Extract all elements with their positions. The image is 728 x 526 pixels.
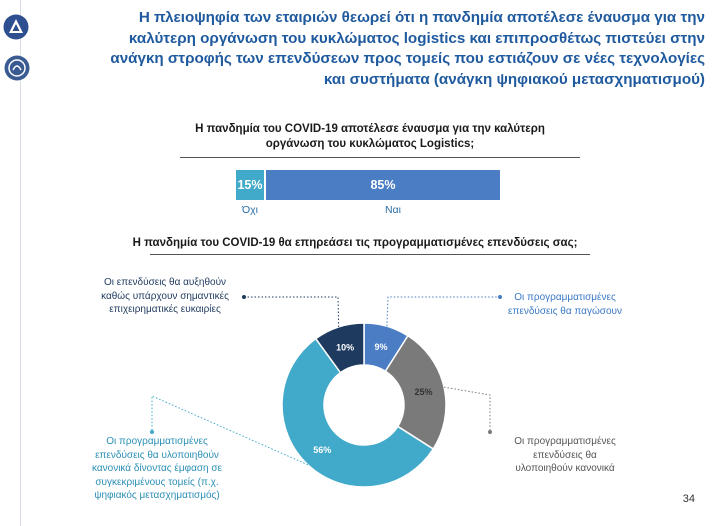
leader-line-normal (444, 387, 490, 432)
slice-label-normal-line2: επενδύσεις θα (533, 449, 597, 461)
donut-value-label-freeze: 9% (374, 341, 388, 352)
slice-label-increase (70, 276, 260, 317)
bar-no-category-label: Όχι (242, 204, 258, 216)
slice-label-freeze-line2: επενδύσεις θα παγώσουν (508, 305, 622, 317)
slice-label-emphasis-line4: συγκεκριμένους τομείς (π.χ. (95, 476, 219, 488)
bar-chart-title-line2: οργάνωση του κυκλώματος Logistics; (265, 138, 475, 150)
slice-label-emphasis (72, 435, 242, 503)
bar-no-value-label: 15% (237, 178, 263, 192)
donut-chart-title: Η πανδημία του COVID-19 θα επηρεάσει τις προγραμματισμένες επενδύσεις σας; (132, 237, 578, 249)
slice-label-freeze (490, 291, 640, 318)
bar-chart-title-line1: Η πανδημία του COVID-19 αποτέλεσε έναυσμα για την καλύτερη (195, 123, 545, 135)
slice-label-emphasis-line2: επενδύσεις θα υλοποιηθούν (95, 449, 219, 461)
slice-label-normal-line1: Οι προγραμματισμένες (514, 436, 616, 447)
slice-label-normal-line3: υλοποιηθούν κανονικά (515, 463, 615, 474)
bar-yes-value-label: 85% (370, 178, 396, 192)
donut-value-label-emphasis: 56% (313, 444, 332, 455)
leader-line-freeze (387, 297, 500, 326)
slice-label-increase-line1: Οι επενδύσεις θα αυξηθούν (103, 277, 227, 288)
page-number: 34 (682, 493, 695, 505)
bar-yes-category-label: Ναι (385, 204, 401, 216)
donut-value-label-increase: 10% (336, 342, 355, 353)
leader-dot-emphasis (150, 430, 154, 434)
slice-label-increase-line3: επιχειρηματικές ευκαιρίες (109, 304, 221, 315)
slice-label-emphasis-line5: ψηφιακός μετασχηματισμός) (94, 490, 220, 501)
slice-label-emphasis-line1: Οι προγραμματισμένες (106, 436, 208, 447)
leader-dot-normal (488, 430, 492, 434)
slice-label-increase-line2: καθώς υπάρχουν σημαντικές (101, 290, 229, 302)
donut-value-label-normal: 25% (414, 387, 433, 398)
slice-label-emphasis-line3: κανονικά δίνοντας έμφαση σε (91, 463, 223, 474)
slice-label-freeze-line1: Οι προγραμματισμένες (514, 292, 616, 303)
slice-label-normal (490, 435, 640, 476)
page-title: Η πλειοψηφία των εταιριών θεωρεί ότι η πανδημία αποτέλεσε έναυσμα για την καλύτερη οργάνωση του κυκλώματος logistics και επιπροσθέτως πιστεύει στην ανάγκη στροφής των επενδύσεων προς τομείς που εστιάζουν σε νέες τεχνολογίες και συστήματα (ανάγκη ψηφιακού μετασχηματισμού) (110, 9, 705, 88)
